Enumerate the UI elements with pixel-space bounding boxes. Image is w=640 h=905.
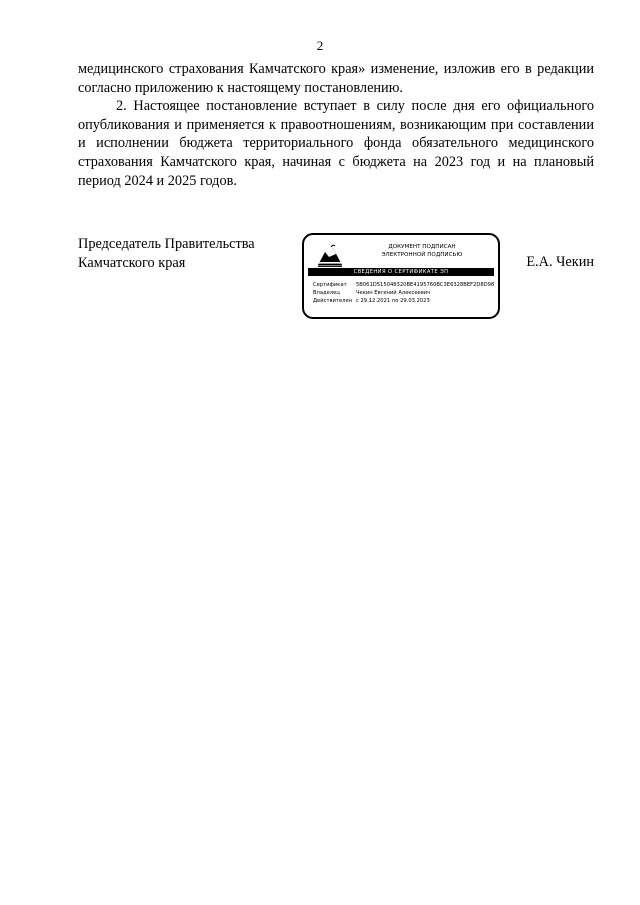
stamp-key: Действителен: [313, 298, 353, 304]
stamp-heading: [352, 244, 492, 259]
stamp-heading-line1: ДОКУМЕНТ ПОДПИСАН: [388, 244, 456, 250]
stamp-key: Владелец: [313, 290, 340, 296]
stamp-value: 5B061D515048320BE4195760BC3E6328BEF2D8D98: [356, 282, 495, 288]
stamp-key: Сертификат: [313, 282, 347, 288]
stamp-details: [313, 281, 494, 305]
signer-name: Е.А. Чекин: [526, 254, 594, 270]
document-body: [78, 60, 594, 190]
signer-title-line1: Председатель Правительства: [78, 236, 255, 252]
stamp-row-validity: [313, 297, 494, 305]
stamp-heading-line2: ЭЛЕКТРОННОЙ ПОДПИСЬЮ: [381, 251, 463, 258]
stamp-row-owner: [313, 289, 494, 297]
stamp-value: Чекин Евгений Алексеевич: [356, 290, 431, 296]
paragraph-continuation: медицинского страхования Камчатского края» изменение, изложив его в редакции согласно приложению к настоящему постановлению.: [78, 61, 594, 96]
stamp-certificate-bar: СВЕДЕНИЯ О СЕРТИФИКАТЕ ЭП: [308, 268, 494, 276]
stamp-row-certificate: [313, 281, 494, 289]
coat-of-arms-icon: [316, 243, 344, 269]
signer-title-line2: Камчатского края: [78, 254, 186, 271]
signer-title: [78, 235, 255, 272]
electronic-signature-stamp: [302, 233, 500, 319]
paragraph-item-2: 2. Настоящее постановление вступает в силу после дня его официального опубликования и применяется к правоотношениям, возникающим при составлении и исполнении бюджета территориального фонда обязательного медицинского страхования Камчатского края, начиная с бюджета на 2023 год и на плановый период 2024 и 2025 годов.: [78, 98, 594, 189]
stamp-value: с 29.12.2021 по 29.03.2023: [356, 298, 430, 304]
page-number: 2: [316, 38, 324, 53]
